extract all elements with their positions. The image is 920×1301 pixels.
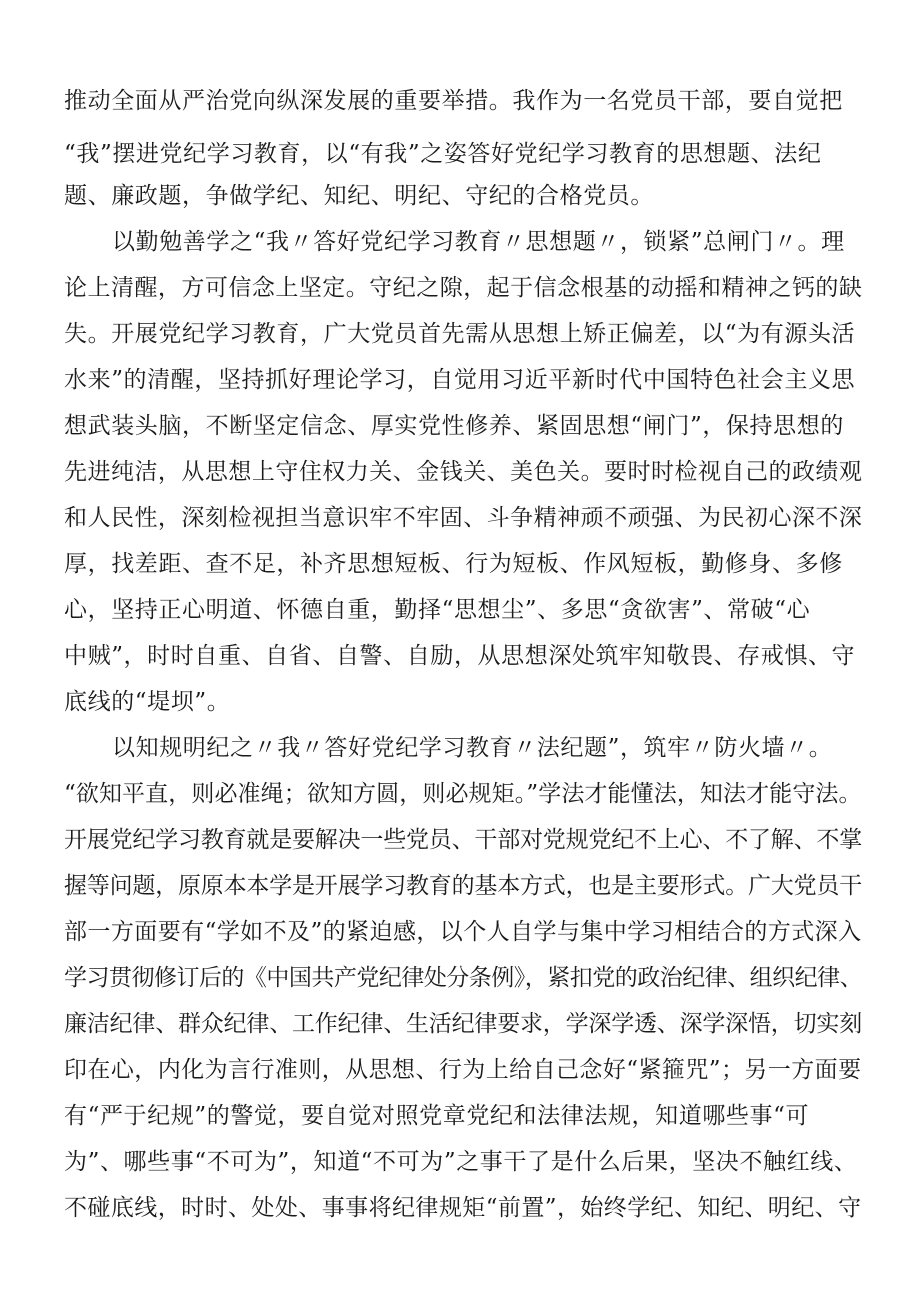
text-line: 想武装头脑，不断坚定信念、厚实党性修养、紧固思想“闸门”，保持思想的 — [64, 413, 844, 439]
text-line: 印在心，内化为言行准则，从思想、行为上给自己念好“紧箍咒”；另一方面要 — [64, 1057, 862, 1083]
text-line: “我”摆进党纪学习教育，以“有我”之姿答好党纪学习教育的思想题、法纪 — [64, 141, 822, 167]
text-line: 失。开展党纪学习教育，广大党员首先需从思想上矫正偏差，以“为有源头活 — [64, 321, 856, 347]
text-line: 厚，找差距、查不足，补齐思想短板、行为短板、作风短板，勤修身、多修 — [64, 551, 843, 577]
text-line: 以知规明纪之〃我〃答好党纪学习教育〃法纪题”，筑牢〃防火墙〃。 — [112, 735, 833, 761]
text-line: 中贼”，时时自重、自省、自警、自励，从思想深处筑牢知敬畏、存戒惧、守 — [64, 643, 856, 669]
text-line: 学习贯彻修订后的《中国共产党纪律处分条例》，紧扣党的政治纪律、组织纪律、 — [64, 965, 863, 991]
text-line: 心，坚持正心明道、怀德自重，勤择“思想尘”、多思“贪欲害”、常破“心 — [64, 597, 811, 623]
text-line: 底线的“堤坝”。 — [64, 689, 231, 715]
text-line: 廉洁纪律、群众纪律、工作纪律、生活纪律要求，学深学透、深学深悟，切实刻 — [64, 1011, 863, 1037]
text-line: 部一方面要有“学如不及”的紧迫感，以个人自学与集中学习相结合的方式深入 — [64, 919, 862, 945]
text-line: “欲知平直，则必准绳；欲知方圆，则必规矩。”学法才能懂法，知法才能守法。 — [64, 781, 862, 807]
text-line: 水来”的清醒，坚持抓好理论学习，自觉用习近平新时代中国特色社会主义思 — [64, 367, 856, 393]
text-line: 以勤勉善学之“我〃答好党纪学习教育〃思想题〃，锁紧”总闸门〃。理 — [112, 229, 845, 255]
text-line: 握等问题，原原本本学是开展学习教育的基本方式，也是主要形式。广大党员干 — [64, 873, 863, 899]
text-line: 有“严于纪规”的警觉，要自觉对照党章党纪和法律法规，知道哪些事“可 — [64, 1103, 810, 1129]
text-line: 和人民性，深刻检视担当意识牢不牢固、斗争精神顽不顽强、为民初心深不深 — [64, 505, 863, 531]
text-line: 推动全面从严治党向纵深发展的重要举措。我作为一名党员干部，要自觉把 — [64, 88, 843, 114]
text-line: 开展党纪学习教育就是要解决一些党员、干部对党规党纪不上心、不了解、不掌 — [64, 827, 863, 853]
text-line: 先进纯洁，从思想上守住权力关、金钱关、美色关。要时时检视自己的政绩观 — [64, 459, 863, 485]
text-line: 为”、哪些事“不可为”，知道“不可为”之事干了是什么后果，坚决不触红线、 — [64, 1149, 858, 1175]
text-line: 不碰底线，时时、处处、事事将纪律规矩“前置”，始终学纪、知纪、明纪、守 — [64, 1195, 862, 1221]
text-line: 论上清醒，方可信念上坚定。守纪之隙，起于信念根基的动摇和精神之钙的缺 — [64, 275, 863, 301]
text-line: 题、廉政题，争做学纪、知纪、明纪、守纪的合格党员。 — [64, 183, 654, 209]
